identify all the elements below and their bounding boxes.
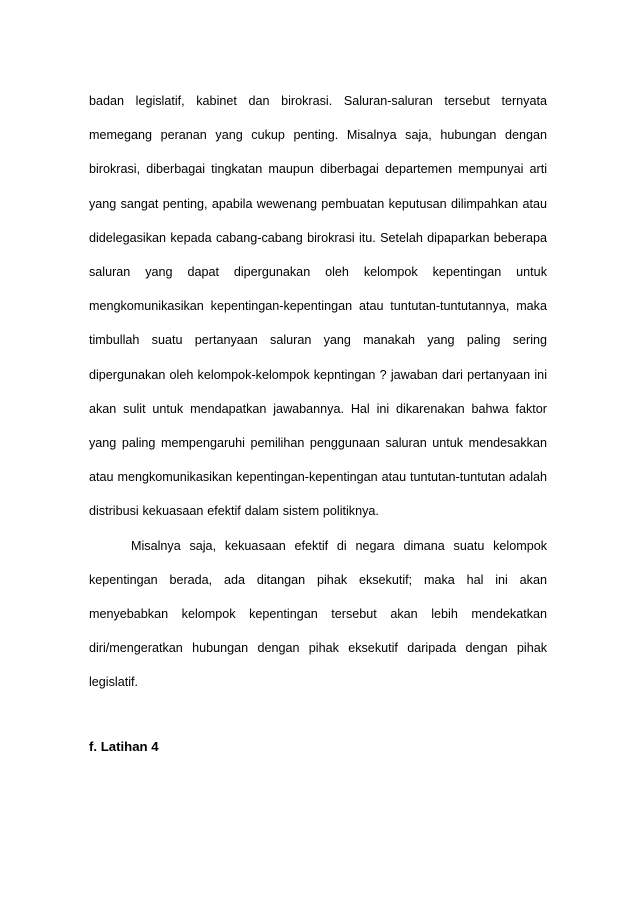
paragraph-2: Misalnya saja, kekuasaan efektif di negara dimana suatu kelompok kepentingan berada, ada ditangan pihak eksekutif; maka hal ini akan menyebabkan kelompok kepentingan tersebut akan lebih mendekatkan diri/mengeratkan hubungan dengan pihak eksekutif daripada dengan pihak legislatif. xyxy=(89,538,547,690)
paragraph-1: badan legislatif, kabinet dan birokrasi. Saluran-saluran tersebut ternyata memegang peranan yang cukup penting. Misalnya saja, hubungan dengan birokrasi, diberbagai tingkatan maupun diberbagai departemen mempunyai arti yang sangat penting, apabila wewenang pembuatan keputusan dilimpahkan atau didelegasikan kepada cabang-cabang birokrasi itu. Setelah dipaparkan beberapa saluran yang dapat dipergunakan oleh kelompok kepentingan untuk mengkomunikasikan kepentingan-kepentingan atau tuntutan-tuntutannya, maka timbullah suatu pertanyaan saluran yang manakah yang paling sering dipergunakan oleh kelompok-kelompok kepntingan ? jawaban dari pertanyaan ini akan sulit untuk mendapatkan jawabannya. Hal ini dikarenakan bahwa faktor yang paling mempengaruhi pemilihan penggunaan saluran untuk mendesakkan atau mengkomunikasikan kepentingan-kepentingan atau tuntutan-tuntutan adalah distribusi kekuasaan efektif dalam sistem politiknya. xyxy=(89,94,547,519)
section-heading: f. Latihan 4 xyxy=(89,739,159,754)
body-text xyxy=(89,95,547,700)
